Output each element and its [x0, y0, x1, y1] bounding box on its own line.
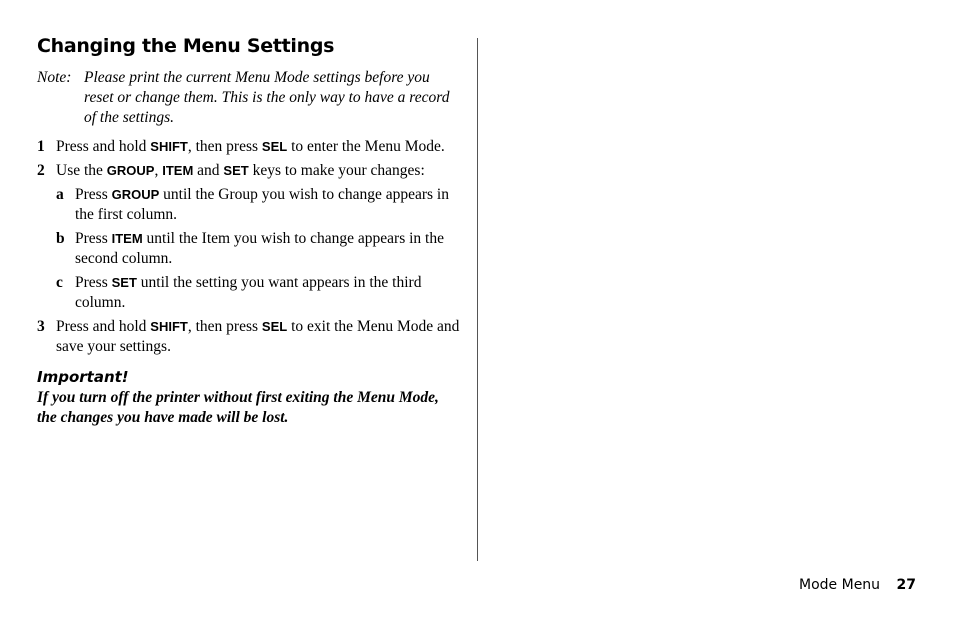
substep-text: [75, 185, 462, 225]
section-title: Changing the Menu Settings: [37, 35, 335, 57]
substep-text-part: until the setting you want appears in the third column.: [75, 274, 422, 311]
step-text-part: to exit the Menu Mode and save your settings.: [56, 318, 460, 355]
substep-c: [56, 273, 462, 313]
set-key-label: SET: [223, 163, 249, 178]
page-footer: [799, 575, 916, 595]
group-key-label: GROUP: [106, 163, 155, 178]
substep-text-part: until the Item you wish to change appears in the second column.: [75, 230, 444, 267]
note-label: Note:: [37, 69, 72, 86]
step-text-part: , then press: [187, 318, 262, 335]
step-number: 2: [37, 162, 45, 179]
substep-a: [56, 185, 462, 225]
note-text: Please print the current Menu Mode settings before you reset or change them. This is the only way to have a record of the settings.: [84, 69, 450, 126]
column-divider: [477, 38, 478, 561]
substep-text: [75, 229, 462, 269]
step-number: 3: [37, 318, 45, 335]
substep-text-part: until the Group you wish to change appears in the first column.: [75, 186, 449, 223]
substep-letter: a: [56, 186, 64, 203]
step-text-part: ,: [154, 162, 163, 179]
step-number: 1: [37, 138, 45, 155]
substep-text-part: Press: [75, 230, 112, 247]
sel-key-label: SEL: [261, 319, 288, 334]
left-column: [37, 34, 462, 428]
page-number: 27: [896, 577, 916, 593]
important-heading: Important!: [37, 368, 129, 386]
substep-text-part: Press: [75, 274, 112, 291]
item-key-label: ITEM: [111, 231, 143, 246]
substep-text-part: Press: [75, 186, 112, 203]
step-text-part: to enter the Menu Mode.: [287, 138, 445, 155]
step-text-part: keys to make your changes:: [248, 162, 425, 179]
step-text-part: Press and hold: [56, 138, 151, 155]
important-text: If you turn off the printer without first exiting the Menu Mode, the changes you have made will be lost.: [37, 389, 439, 426]
step-3: [37, 317, 462, 357]
step-text-part: Use the: [56, 162, 107, 179]
group-key-label: GROUP: [111, 187, 160, 202]
step-text-part: Press and hold: [56, 318, 151, 335]
step-text-part: , then press: [187, 138, 262, 155]
step-text: [56, 161, 462, 181]
shift-key-label: SHIFT: [150, 319, 188, 334]
substep-b: [56, 229, 462, 269]
step-text: [56, 137, 462, 157]
substep-letter: b: [56, 230, 65, 247]
set-key-label: SET: [111, 275, 137, 290]
step-2: [37, 161, 462, 181]
step-text-part: and: [193, 162, 224, 179]
item-key-label: ITEM: [162, 163, 194, 178]
step-1: [37, 137, 462, 157]
substep-text: [75, 273, 462, 313]
step-text: [56, 317, 462, 357]
sel-key-label: SEL: [261, 139, 288, 154]
note-block: [37, 68, 462, 128]
footer-section-name: Mode Menu: [799, 577, 881, 593]
substep-letter: c: [56, 274, 63, 291]
shift-key-label: SHIFT: [150, 139, 188, 154]
